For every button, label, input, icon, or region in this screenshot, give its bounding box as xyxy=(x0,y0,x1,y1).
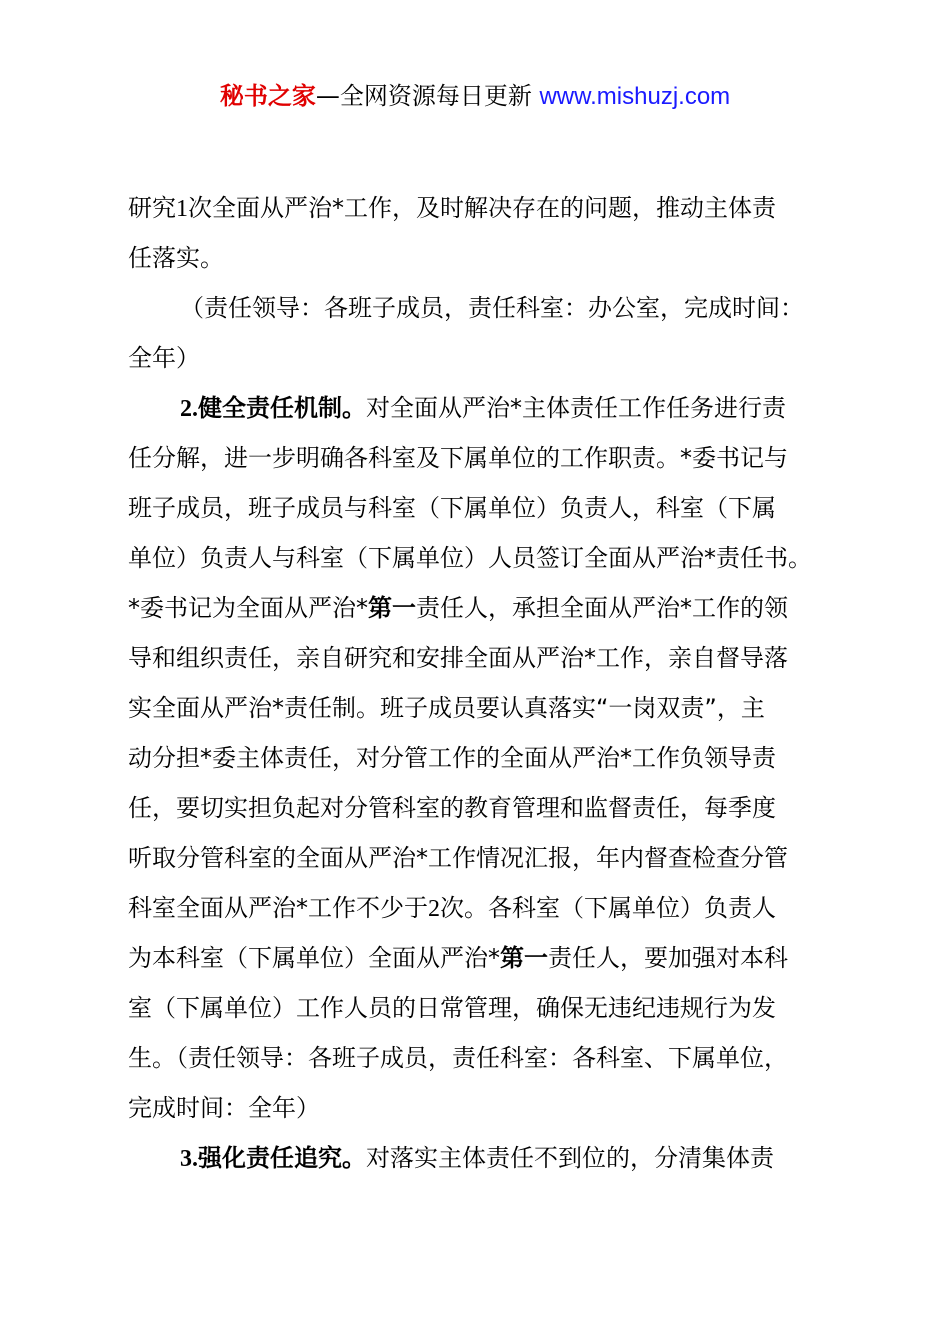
section-number: 3. xyxy=(180,1146,198,1172)
banner-slogan: —全网资源每日更新 xyxy=(315,82,540,110)
text-line: 任，要切实担负起对分管科室的教育管理和监督责任，每季度 xyxy=(128,794,776,822)
number-span: 1 xyxy=(176,196,188,222)
text-line: 室（下属单位）工作人员的日常管理，确保无违纪违规行为发 xyxy=(128,994,776,1022)
text-line: 生。（责任领导：各班子成员，责任科室：各科室、下属单位， xyxy=(128,1044,788,1072)
text-line: 单位）负责人与科室（下属单位）人员签订全面从严治*责任书。 xyxy=(128,544,812,572)
text-span: 对全面从严治*主体责任工作任务进行责 xyxy=(366,394,786,422)
text-span: 责任人，要加强对本科 xyxy=(548,944,788,972)
text-line: 完成时间：全年） xyxy=(128,1094,320,1122)
text-span: 为本科室（下属单位）全面从严治* xyxy=(128,944,500,972)
text-line xyxy=(128,183,858,233)
site-banner xyxy=(0,80,950,113)
bold-text: 第一 xyxy=(368,594,416,622)
text-line: 任落实。 xyxy=(128,244,224,272)
text-span: 次全面从严治*工作，及时解决存在的问题，推动主体责 xyxy=(188,194,776,222)
section-title: 健全责任机制。 xyxy=(198,394,366,422)
text-line xyxy=(128,583,858,633)
section-heading-2 xyxy=(128,383,858,433)
text-line xyxy=(128,883,858,933)
section-heading-3 xyxy=(128,1133,858,1183)
text-span: 对落实主体责任不到位的，分清集体责 xyxy=(366,1144,774,1172)
text-span: 科室全面从严治*工作不少于 xyxy=(128,894,428,922)
site-url-link[interactable]: www.mishuzj.com xyxy=(539,83,731,110)
bold-text: 第一 xyxy=(500,944,548,972)
section-number: 2. xyxy=(180,396,198,422)
responsibility-note: （责任领导：各班子成员，责任科室：办公室，完成时间： xyxy=(180,294,804,322)
number-span: 2 xyxy=(428,896,440,922)
text-line: 听取分管科室的全面从严治*工作情况汇报，年内督查检查分管 xyxy=(128,844,788,872)
brand-name: 秘书之家 xyxy=(219,82,316,110)
text-span: 次。各科室（下属单位）负责人 xyxy=(440,894,776,922)
text-line: 任分解，进一步明确各科室及下属单位的工作职责。*委书记与 xyxy=(128,444,788,472)
text-span: 研究 xyxy=(128,194,176,222)
text-line: 全年） xyxy=(128,344,200,372)
text-span: *委书记为全面从严治* xyxy=(128,594,368,622)
text-line xyxy=(128,933,858,983)
text-span: 责任人，承担全面从严治*工作的领 xyxy=(416,594,788,622)
document-body xyxy=(128,183,858,1183)
text-line: 动分担*委主体责任，对分管工作的全面从严治*工作负领导责 xyxy=(128,744,776,772)
section-title: 强化责任追究。 xyxy=(198,1144,366,1172)
text-line: 导和组织责任，亲自研究和安排全面从严治*工作，亲自督导落 xyxy=(128,644,788,672)
text-line: 实全面从严治*责任制。班子成员要认真落实“一岗双责”，主 xyxy=(128,694,765,722)
text-line: 班子成员，班子成员与科室（下属单位）负责人，科室（下属 xyxy=(128,494,776,522)
